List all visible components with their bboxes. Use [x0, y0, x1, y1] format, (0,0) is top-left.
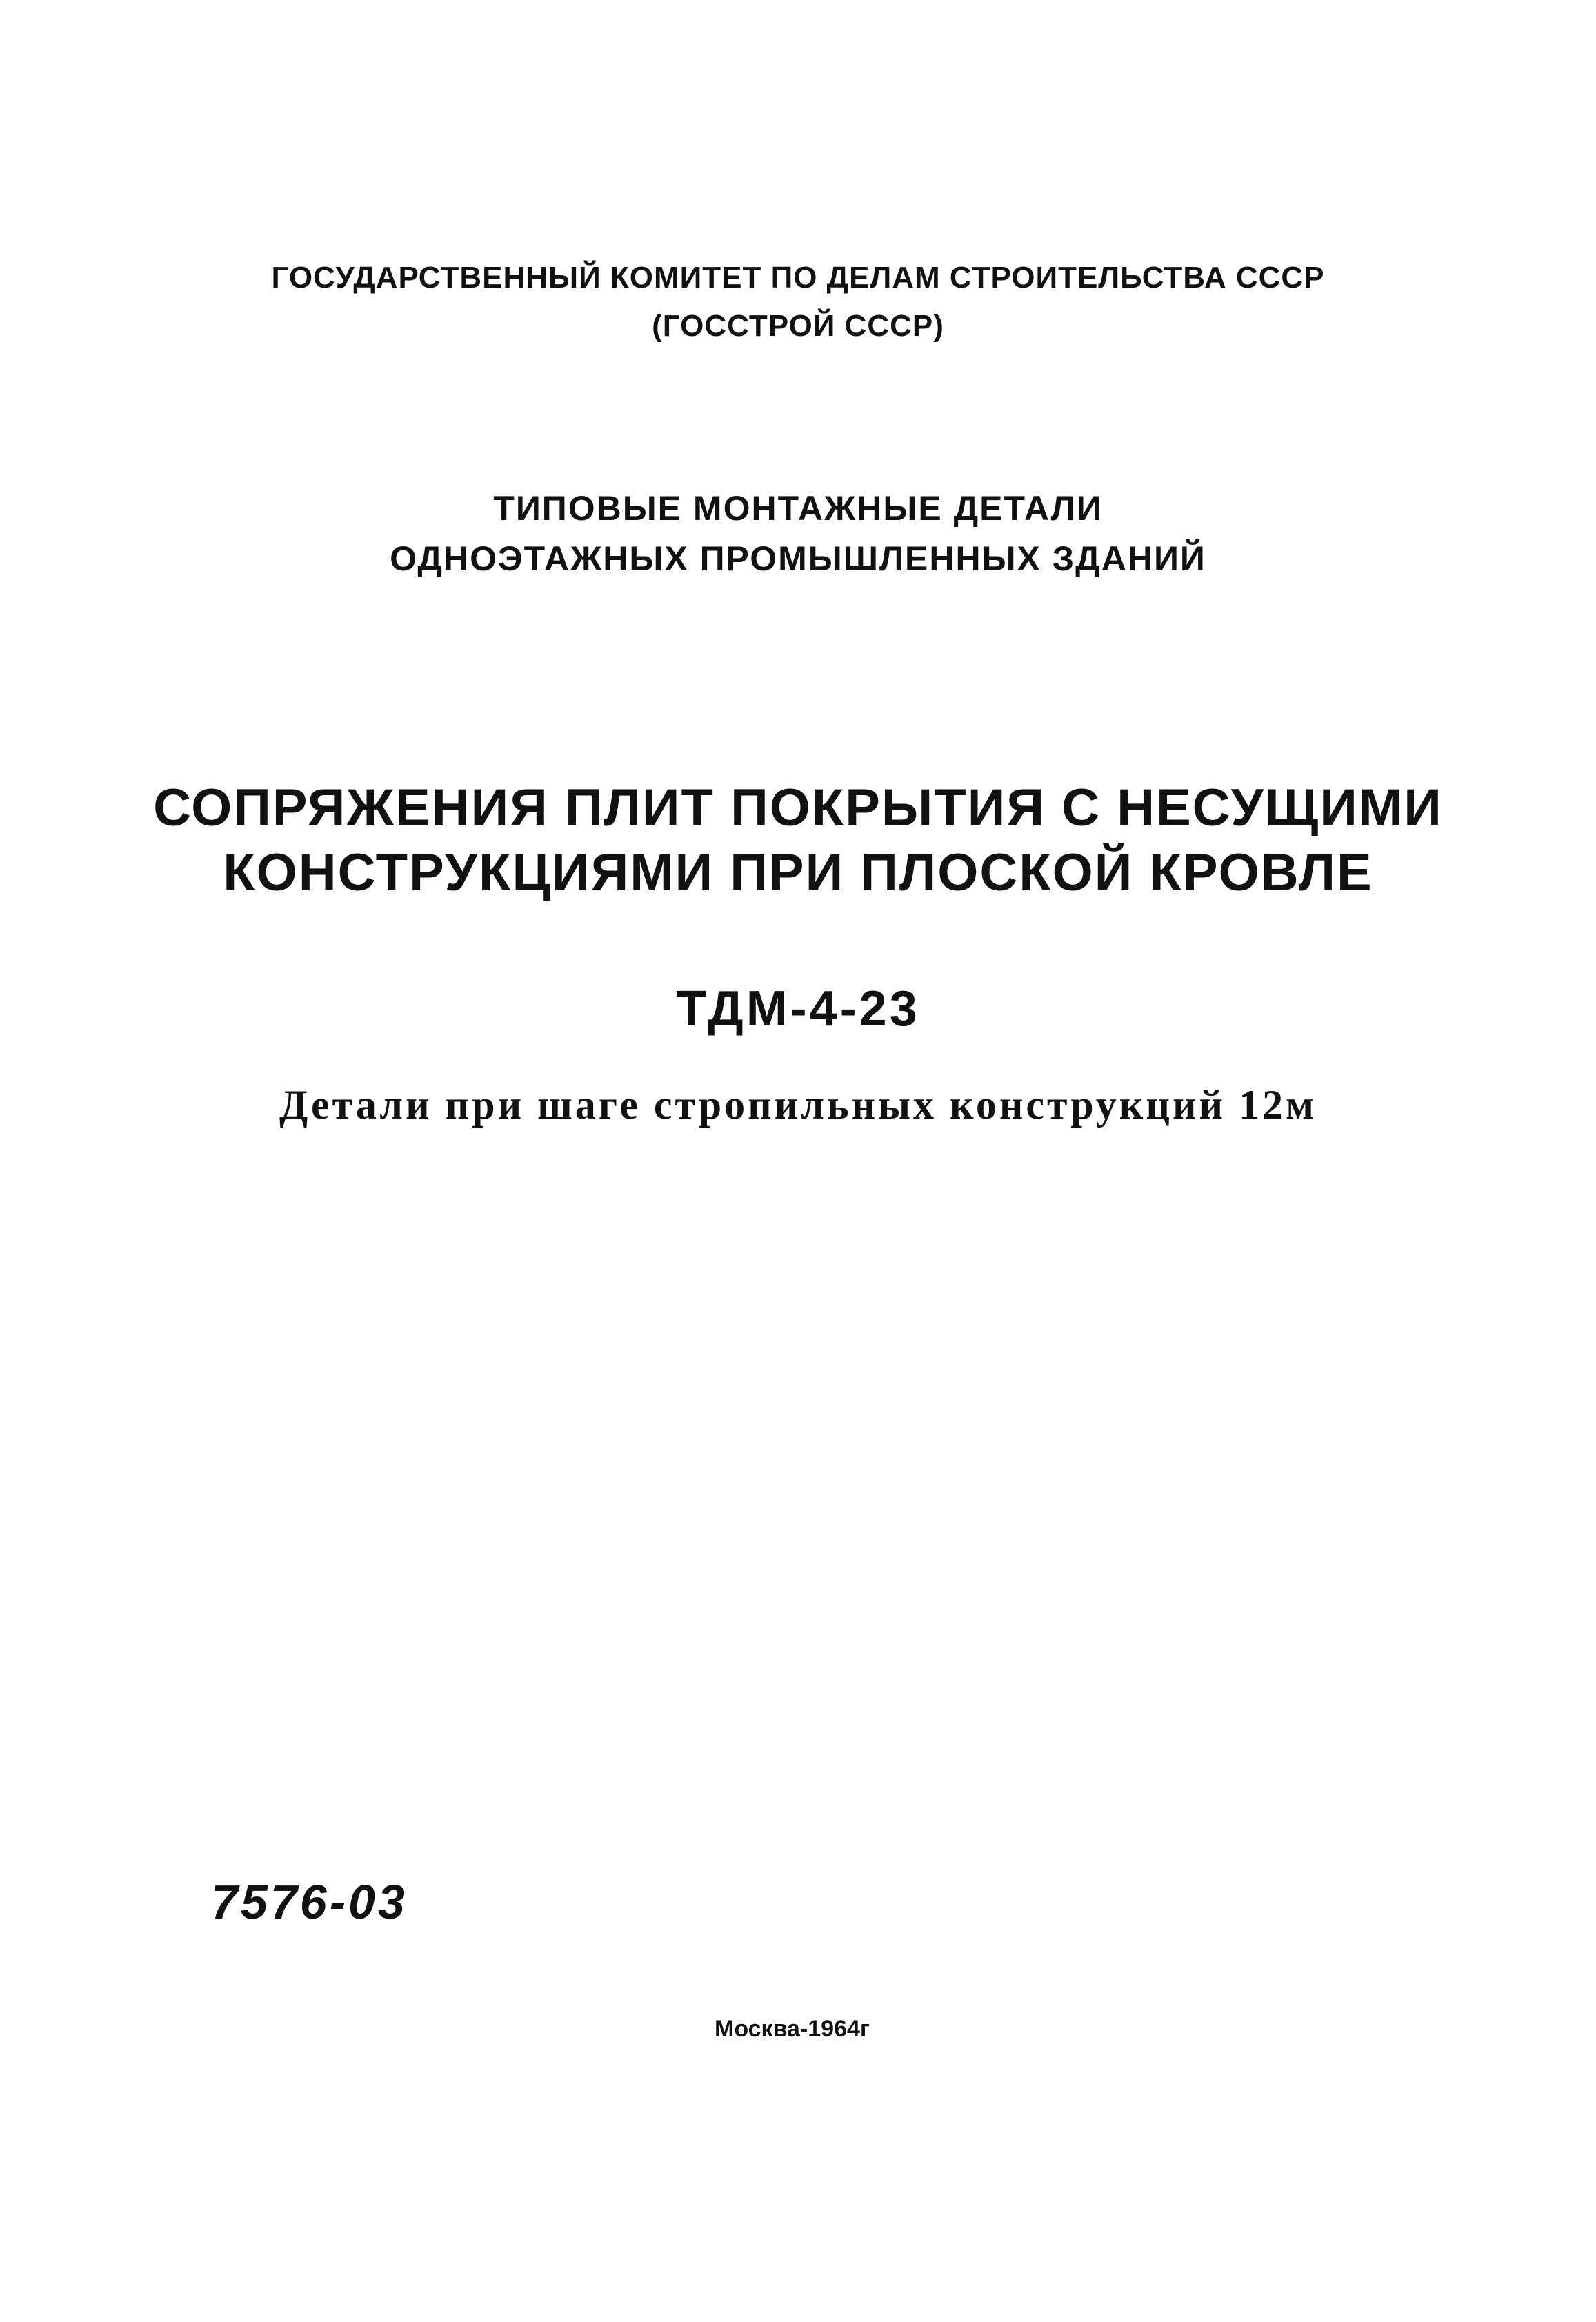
document-title-line1: СОПРЯЖЕНИЯ ПЛИТ ПОКРЫТИЯ С НЕСУЩИМИ [153, 779, 1443, 837]
series-title-line2: ОДНОЭТАЖНЫХ ПРОМЫШЛЕННЫХ ЗДАНИЙ [390, 539, 1206, 578]
agency-name-line2: (ГОССТРОЙ СССР) [652, 309, 944, 343]
publication-place-year: Москва-1964г [715, 2016, 870, 2042]
document-number: 7576-03 [211, 1875, 408, 1929]
document-code: ТДМ-4-23 [676, 981, 920, 1037]
document-subtitle: Детали при шаге стропильных конструкций 12м [279, 1082, 1317, 1128]
agency-name-line1: ГОСУДАРСТВЕННЫЙ КОМИТЕТ ПО ДЕЛАМ СТРОИТЕЛЬСТВА СССР [271, 261, 1325, 294]
series-title-line1: ТИПОВЫЕ МОНТАЖНЫЕ ДЕТАЛИ [493, 489, 1103, 528]
document-title-line2: КОНСТРУКЦИЯМИ ПРИ ПЛОСКОЙ КРОВЛЕ [223, 843, 1373, 902]
